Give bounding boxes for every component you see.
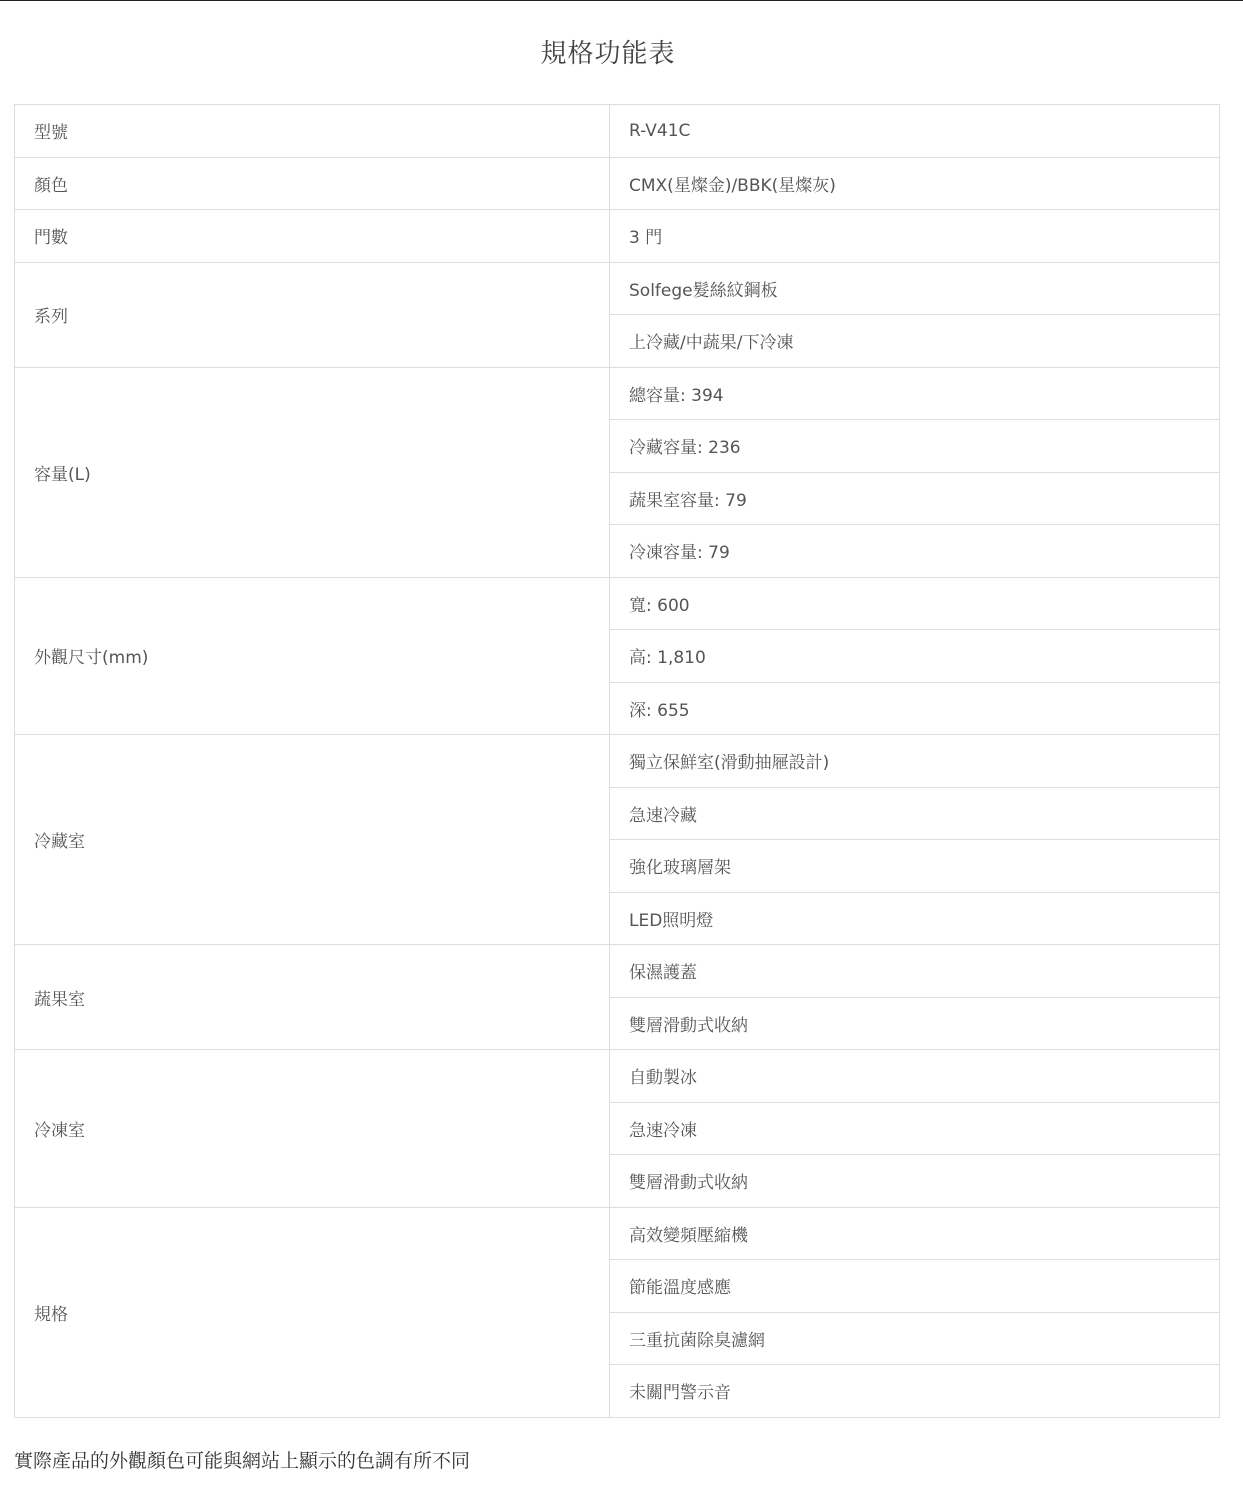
top-divider — [0, 0, 1243, 1]
spec-table-body — [15, 105, 1220, 1418]
spec-label: 門數 — [15, 210, 610, 263]
spec-label: 規格 — [15, 1207, 610, 1417]
spec-row — [15, 210, 1220, 263]
spec-value: 自動製冰 — [610, 1050, 1220, 1103]
color-disclaimer: 實際產品的外觀顏色可能與網站上顯示的色調有所不同 — [14, 1450, 471, 1472]
spec-value: 獨立保鮮室(滑動抽屜設計) — [610, 735, 1220, 788]
spec-value: 深: 655 — [610, 682, 1220, 735]
spec-row — [15, 105, 1220, 158]
page-title: 規格功能表 — [540, 39, 676, 69]
spec-value: Solfege髮絲紋鋼板 — [610, 262, 1220, 315]
spec-label: 蔬果室 — [15, 945, 610, 1050]
spec-value: 冷凍容量: 79 — [610, 525, 1220, 578]
spec-value: 蔬果室容量: 79 — [610, 472, 1220, 525]
spec-row — [15, 577, 1220, 630]
spec-value: 寬: 600 — [610, 577, 1220, 630]
spec-value: 總容量: 394 — [610, 367, 1220, 420]
spec-label: 冷凍室 — [15, 1050, 610, 1208]
spec-label: 型號 — [15, 105, 610, 158]
spec-value: 3 門 — [610, 210, 1220, 263]
spec-value: LED照明燈 — [610, 892, 1220, 945]
spec-value: 雙層滑動式收納 — [610, 997, 1220, 1050]
spec-row — [15, 735, 1220, 788]
spec-value: 高效變頻壓縮機 — [610, 1207, 1220, 1260]
spec-value: CMX(星燦金)/BBK(星燦灰) — [610, 157, 1220, 210]
spec-row — [15, 945, 1220, 998]
spec-value: 急速冷藏 — [610, 787, 1220, 840]
spec-label: 外觀尺寸(mm) — [15, 577, 610, 735]
spec-value: R-V41C — [610, 105, 1220, 158]
spec-value: 節能溫度感應 — [610, 1260, 1220, 1313]
spec-value: 雙層滑動式收納 — [610, 1155, 1220, 1208]
spec-label: 顏色 — [15, 157, 610, 210]
spec-label: 冷藏室 — [15, 735, 610, 945]
spec-label: 容量(L) — [15, 367, 610, 577]
spec-value: 強化玻璃層架 — [610, 840, 1220, 893]
spec-value: 急速冷凍 — [610, 1102, 1220, 1155]
spec-value: 冷藏容量: 236 — [610, 420, 1220, 473]
spec-row — [15, 157, 1220, 210]
spec-row — [15, 1207, 1220, 1260]
spec-value: 三重抗菌除臭濾網 — [610, 1312, 1220, 1365]
spec-row — [15, 367, 1220, 420]
spec-table — [14, 104, 1220, 1418]
spec-row — [15, 1050, 1220, 1103]
spec-value: 高: 1,810 — [610, 630, 1220, 683]
spec-row — [15, 262, 1220, 315]
spec-value: 上冷藏/中蔬果/下冷凍 — [610, 315, 1220, 368]
spec-value: 保濕護蓋 — [610, 945, 1220, 998]
spec-value: 未關門警示音 — [610, 1365, 1220, 1418]
spec-label: 系列 — [15, 262, 610, 367]
